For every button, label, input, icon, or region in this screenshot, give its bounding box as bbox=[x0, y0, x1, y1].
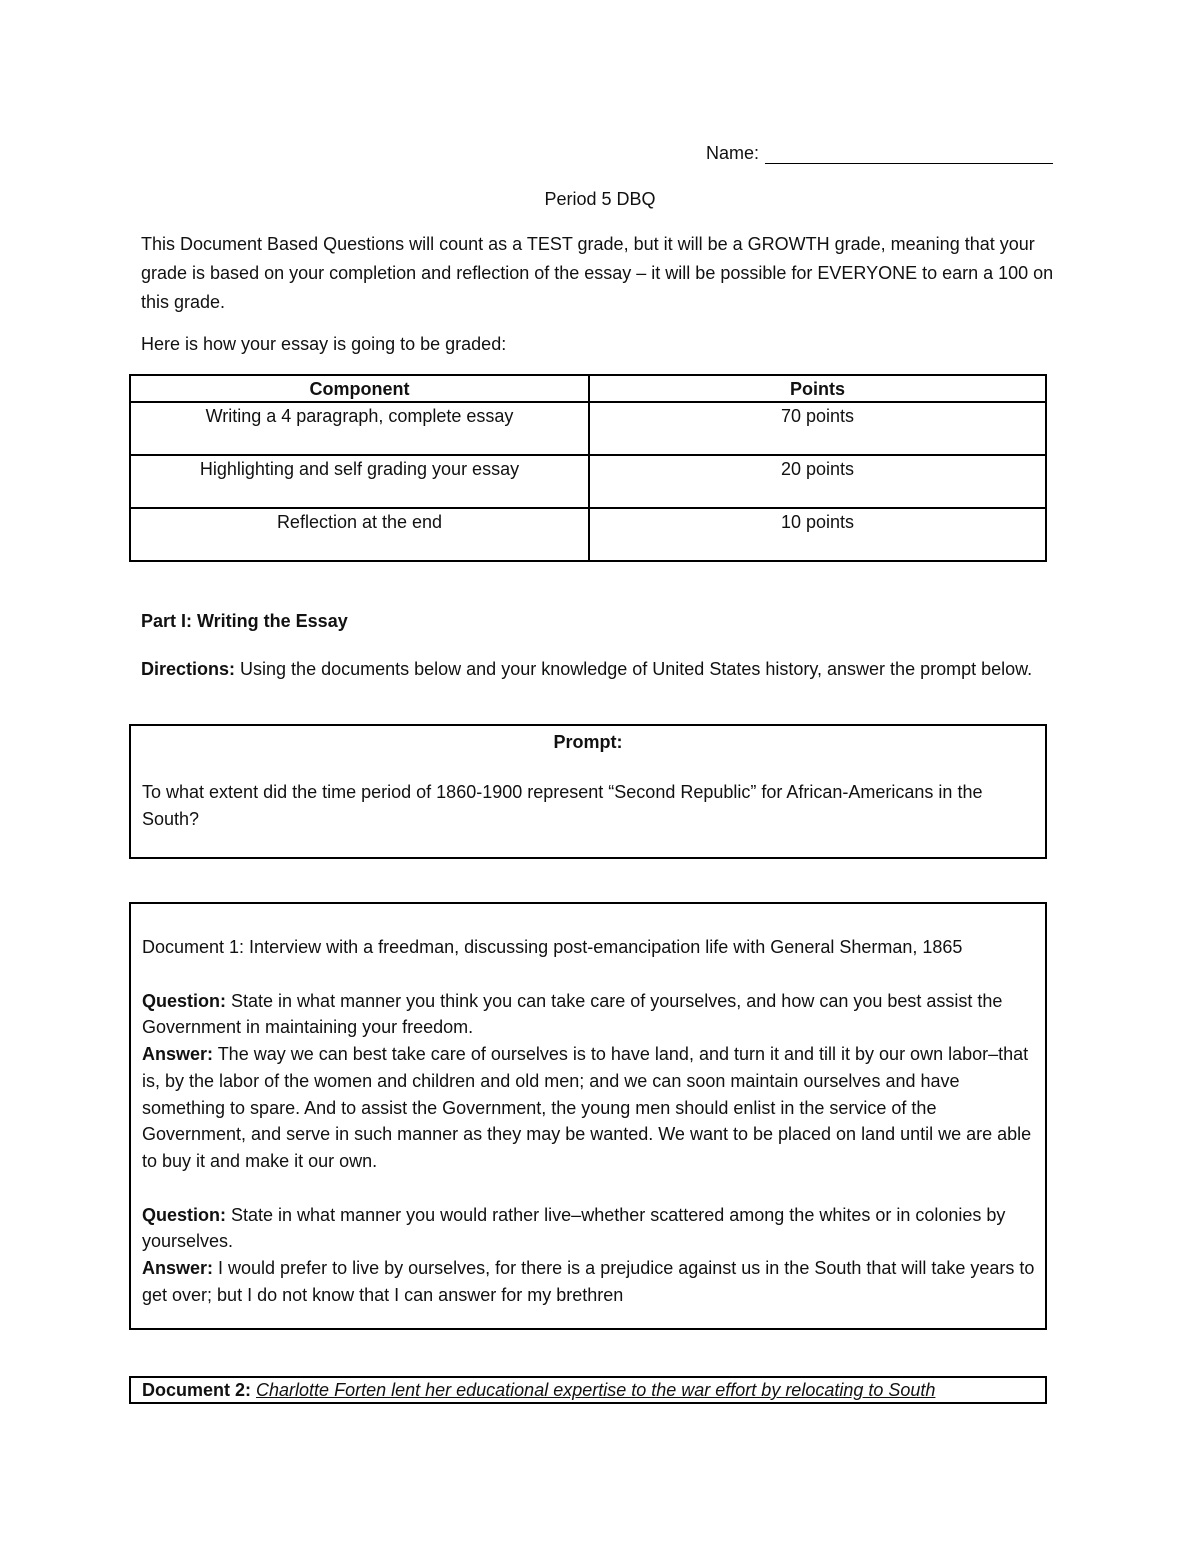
grading-table bbox=[129, 374, 1047, 562]
name-blank-line[interactable] bbox=[765, 144, 1053, 164]
column-header-points: Points bbox=[589, 375, 1046, 402]
document-2-text: Charlotte Forten lent her educational expertise to the war effort by relocating to South bbox=[256, 1380, 936, 1400]
prompt-text: To what extent did the time period of 1860-1900 represent “Second Republic” for African-Americans in the South? bbox=[142, 782, 983, 829]
component-cell: Highlighting and self grading your essay bbox=[130, 455, 589, 508]
table-row bbox=[130, 455, 1046, 508]
question-text: State in what manner you would rather live–whether scattered among the whites or in colonies by yourselves. bbox=[142, 1204, 1006, 1252]
question-1 bbox=[142, 988, 1035, 1041]
grading-table-header-row bbox=[130, 375, 1046, 402]
document-2-box bbox=[129, 1376, 1047, 1404]
grading-lead-text: Here is how your essay is going to be graded: bbox=[141, 334, 507, 354]
question-label: Question: bbox=[142, 990, 226, 1011]
part-one-heading: Part I: Writing the Essay bbox=[141, 611, 348, 631]
points-cell: 70 points bbox=[589, 402, 1046, 455]
component-cell: Writing a 4 paragraph, complete essay bbox=[130, 402, 589, 455]
question-text: State in what manner you think you can take care of yourselves, and how can you best assist the Government in maintaining your freedom. bbox=[142, 990, 1003, 1038]
answer-label: Answer: bbox=[142, 1044, 214, 1065]
question-2 bbox=[142, 1202, 1035, 1255]
name-label: Name: bbox=[706, 143, 760, 163]
name-field[interactable] bbox=[706, 143, 1053, 164]
table-row bbox=[130, 402, 1046, 455]
directions-text: Using the documents below and your knowledge of United States history, answer the prompt below. bbox=[235, 659, 1033, 679]
answer-label: Answer: bbox=[142, 1258, 214, 1279]
points-cell: 20 points bbox=[589, 455, 1046, 508]
question-label: Question: bbox=[142, 1204, 226, 1225]
prompt-box bbox=[129, 724, 1047, 859]
document-1-title: Document 1: Interview with a freedman, discussing post-emancipation life with General Sherman, 1865 bbox=[142, 937, 963, 957]
table-row bbox=[130, 508, 1046, 561]
intro-paragraph: This Document Based Questions will count as a TEST grade, but it will be a GROWTH grade, meaning that your grade is based on your completion and reflection of the essay – it will be possible for EVERYONE to earn a 100 on this grade. bbox=[141, 234, 1054, 312]
document-2-label: Document 2: bbox=[142, 1380, 252, 1400]
answer-text: I would prefer to live by ourselves, for there is a prejudice against us in the South that will take years to get over; but I do not know that I can answer for my brethren bbox=[142, 1258, 1035, 1305]
document-1-box bbox=[129, 902, 1047, 1330]
prompt-label: Prompt: bbox=[553, 732, 623, 752]
component-cell: Reflection at the end bbox=[130, 508, 589, 561]
page-title: Period 5 DBQ bbox=[544, 189, 656, 209]
column-header-component: Component bbox=[130, 375, 589, 402]
answer-2 bbox=[142, 1255, 1035, 1308]
points-cell: 10 points bbox=[589, 508, 1046, 561]
answer-text: The way we can best take care of ourselves is to have land, and turn it and till it by our own labor–that is, by the labor of the women and children and old men; and we can soon maintain ourselves and have something to spare. And to assist the Government, the young men should enlist in the service of the Government, and serve in such manner as they may be wanted. We want to be placed on land until we are able to buy it and make it our own. bbox=[142, 1044, 1032, 1171]
document-2-title bbox=[131, 1378, 1045, 1402]
answer-1 bbox=[142, 1041, 1035, 1175]
directions-label: Directions: bbox=[141, 659, 236, 679]
directions-paragraph bbox=[141, 655, 1061, 683]
